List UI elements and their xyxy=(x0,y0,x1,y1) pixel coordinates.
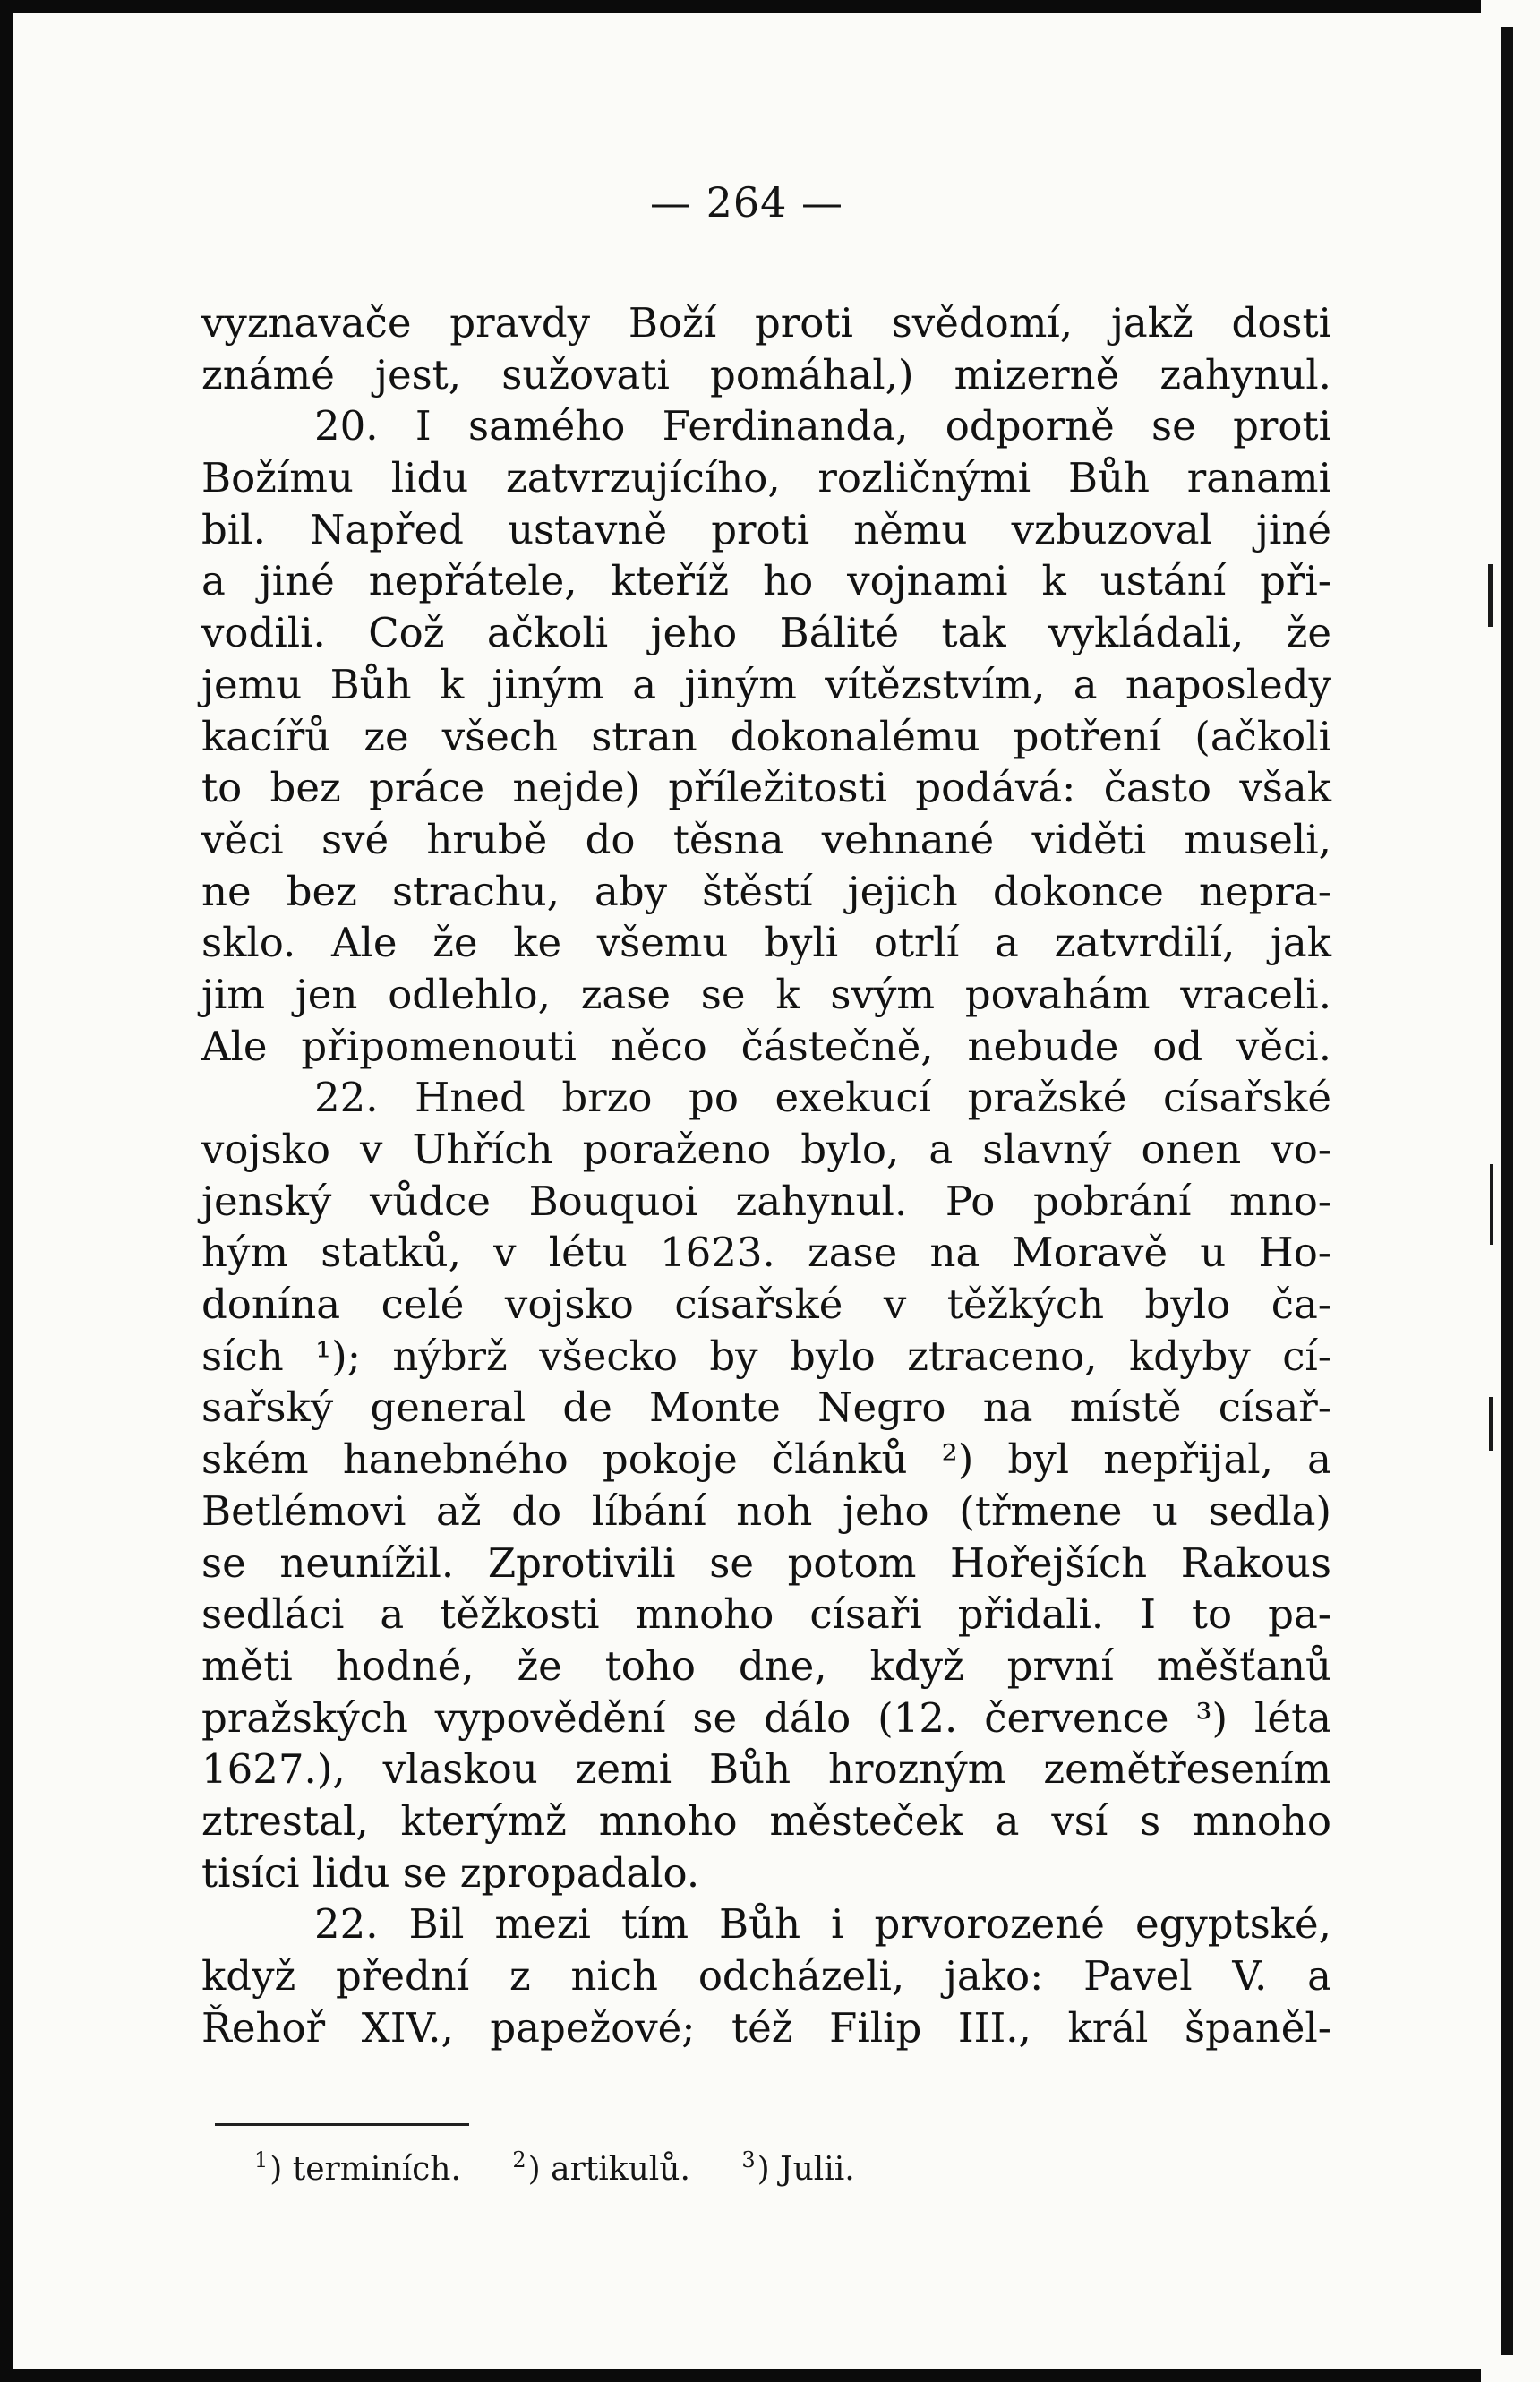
text-line: pražských vypovědění se dálo (12. července ³) léta xyxy=(201,1693,1331,1742)
footnote-mark: 3 xyxy=(741,2147,756,2172)
text-line: 1627.), vlaskou zemi Bůh hrozným zemětřesením xyxy=(201,1745,1331,1794)
page-number: — 264 — xyxy=(649,178,844,227)
text-line: a jiné nepřátele, kteříž ho vojnami k ustání při- xyxy=(201,557,1331,605)
footnote-text: ) Julii. xyxy=(757,2151,855,2188)
text-line: se neunížil. Zprotivili se potom Hořejších Rakous xyxy=(201,1538,1331,1587)
text-line: vyznavače pravdy Boží proti svědomí, jakž dosti xyxy=(201,299,1331,347)
footnote-text: ) terminích. xyxy=(270,2151,461,2188)
spine-speck xyxy=(1488,564,1493,627)
text-line: 22. Hned brzo po exekucí pražské císařské xyxy=(314,1074,1331,1122)
text-line: když přední z nich odcházeli, jako: Pavel V. a xyxy=(201,1952,1331,2000)
book-spine-edge xyxy=(1501,27,1513,2355)
text-line: věci své hrubě do těsna vehnané viděti museli, xyxy=(201,815,1331,863)
footnote-3 xyxy=(741,2147,854,2188)
text-line: Božímu lidu zatvrzujícího, rozličnými Bůh ranami xyxy=(201,454,1331,502)
text-line: měti hodné, že toho dne, když první měšťanů xyxy=(201,1641,1331,1690)
text-line: sích ¹); nýbrž všecko by bylo ztraceno, kdyby cí- xyxy=(201,1332,1331,1380)
text-line: bil. Napřed ustavně proti němu vzbuzoval jiné xyxy=(201,505,1331,553)
text-line: vodili. Což ačkoli jeho Bálité tak vykládali, že xyxy=(201,609,1331,657)
text-line: jenský vůdce Bouquoi zahynul. Po pobrání mno- xyxy=(201,1177,1331,1225)
text-line: Ale připomenouti něco částečně, nebude od věci. xyxy=(201,1022,1331,1070)
text-line: 20. I samého Ferdinanda, odporně se proti xyxy=(314,402,1331,450)
text-line: ztrestal, kterýmž mnoho městeček a vsí s mnoho xyxy=(201,1796,1331,1845)
footnote-mark: 2 xyxy=(512,2147,526,2172)
footnote-mark: 1 xyxy=(254,2147,269,2172)
footnotes xyxy=(254,2147,896,2188)
text-line: tisíci lidu se zpropadalo. xyxy=(201,1848,700,1897)
footnote-text: ) artikulů. xyxy=(527,2151,690,2188)
book-page xyxy=(13,13,1481,2369)
text-line: vojsko v Uhřích poraženo bylo, a slavný onen vo- xyxy=(201,1126,1331,1173)
footnote-divider xyxy=(215,2123,469,2126)
text-line: sařský general de Monte Negro na místě císař- xyxy=(201,1384,1331,1432)
text-line: kacířů ze všech stran dokonalému potření (ačkoli xyxy=(201,712,1331,760)
footnote-1 xyxy=(254,2147,461,2188)
text-line: sedláci a těžkosti mnoho císaři přidali. I to pa- xyxy=(201,1590,1331,1639)
text-line: jemu Bůh k jiným a jiným vítězstvím, a naposledy xyxy=(201,660,1331,708)
text-line: jim jen odlehlo, zase se k svým povahám vraceli. xyxy=(201,970,1331,1018)
body-text xyxy=(201,297,1331,2053)
footnote-2 xyxy=(512,2147,690,2188)
text-line: 22. Bil mezi tím Bůh i prvorozené egyptské, xyxy=(314,1900,1331,1949)
text-line: Betlémovi až do líbání noh jeho (třmene u sedla) xyxy=(201,1487,1331,1535)
text-line: ne bez strachu, aby štěstí jejich dokonce nepra- xyxy=(201,867,1331,915)
text-line: známé jest, sužovati pomáhal,) mizerně zahynul. xyxy=(201,350,1331,398)
spine-speck xyxy=(1489,1397,1493,1451)
text-line: to bez práce nejde) příležitosti podává: často však xyxy=(201,764,1331,812)
text-line: hým statků, v létu 1623. zase na Moravě u Ho- xyxy=(201,1229,1331,1277)
text-line: donína celé vojsko císařské v těžkých bylo ča- xyxy=(201,1281,1331,1329)
text-line: ském hanebného pokoje článků ²) byl nepřijal, a xyxy=(201,1435,1331,1484)
text-line: Řehoř XIV., papežové; též Filip III., král španěl- xyxy=(201,2003,1331,2052)
spine-speck xyxy=(1490,1164,1493,1245)
text-line: sklo. Ale že ke všemu byli otrlí a zatvrdilí, jak xyxy=(201,919,1331,967)
